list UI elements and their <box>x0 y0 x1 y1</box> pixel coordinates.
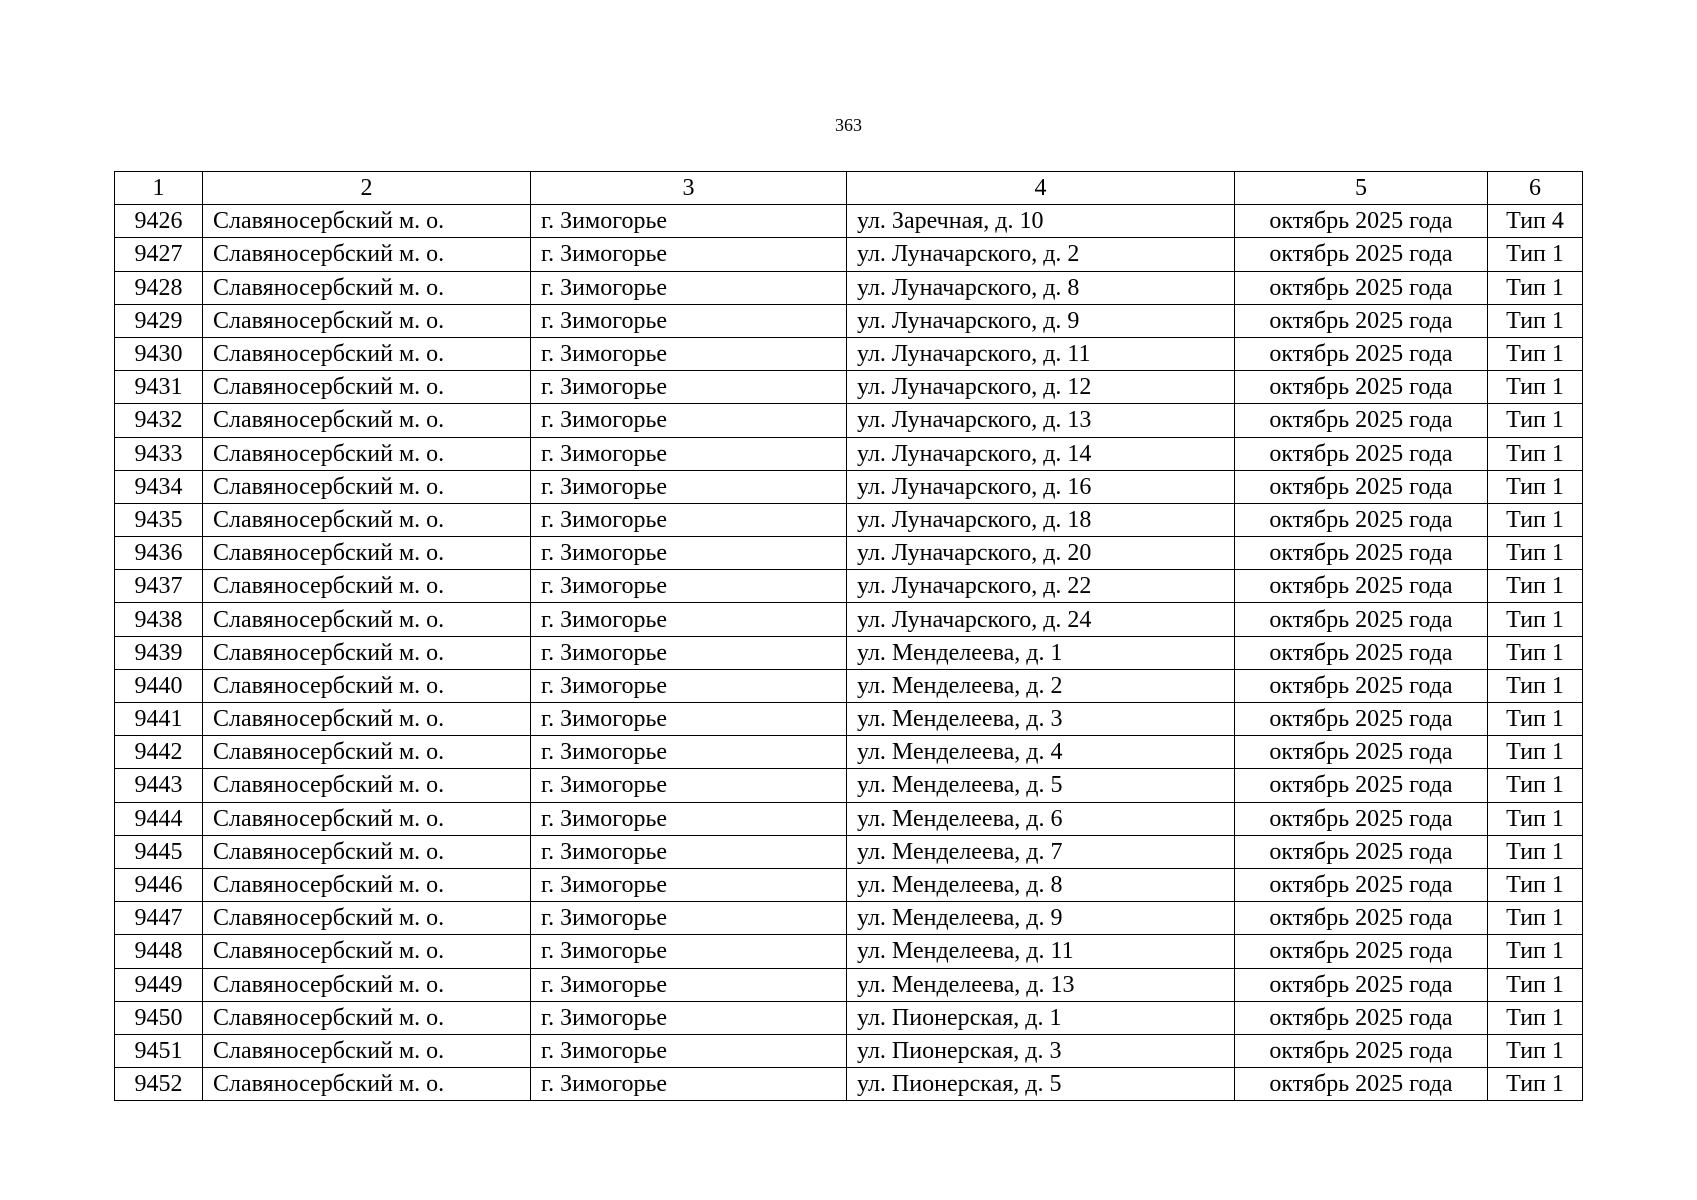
row-number-cell: 9446 <box>115 868 203 901</box>
type-cell: Тип 1 <box>1488 868 1583 901</box>
date-cell: октябрь 2025 года <box>1235 470 1488 503</box>
address-cell: ул. Луначарского, д. 12 <box>847 371 1235 404</box>
table-row <box>115 636 1583 669</box>
row-number-cell: 9450 <box>115 1001 203 1034</box>
header-col-1: 1 <box>115 172 203 205</box>
table-row <box>115 271 1583 304</box>
row-number-cell: 9443 <box>115 769 203 802</box>
type-cell: Тип 1 <box>1488 603 1583 636</box>
city-cell: г. Зимогорье <box>531 802 847 835</box>
date-cell: октябрь 2025 года <box>1235 570 1488 603</box>
address-cell: ул. Менделеева, д. 4 <box>847 736 1235 769</box>
row-number-cell: 9452 <box>115 1068 203 1101</box>
row-number-cell: 9440 <box>115 669 203 702</box>
date-cell: октябрь 2025 года <box>1235 636 1488 669</box>
row-number-cell: 9439 <box>115 636 203 669</box>
date-cell: октябрь 2025 года <box>1235 503 1488 536</box>
header-col-4: 4 <box>847 172 1235 205</box>
address-cell: ул. Пионерская, д. 1 <box>847 1001 1235 1034</box>
city-cell: г. Зимогорье <box>531 603 847 636</box>
date-cell: октябрь 2025 года <box>1235 736 1488 769</box>
date-cell: октябрь 2025 года <box>1235 304 1488 337</box>
address-cell: ул. Менделеева, д. 11 <box>847 935 1235 968</box>
type-cell: Тип 1 <box>1488 968 1583 1001</box>
date-cell: октябрь 2025 года <box>1235 1001 1488 1034</box>
date-cell: октябрь 2025 года <box>1235 337 1488 370</box>
table-row <box>115 537 1583 570</box>
address-cell: ул. Менделеева, д. 6 <box>847 802 1235 835</box>
type-cell: Тип 1 <box>1488 703 1583 736</box>
city-cell: г. Зимогорье <box>531 703 847 736</box>
type-cell: Тип 4 <box>1488 205 1583 238</box>
address-cell: ул. Луначарского, д. 11 <box>847 337 1235 370</box>
type-cell: Тип 1 <box>1488 503 1583 536</box>
city-cell: г. Зимогорье <box>531 503 847 536</box>
date-cell: октябрь 2025 года <box>1235 537 1488 570</box>
city-cell: г. Зимогорье <box>531 371 847 404</box>
table-row <box>115 404 1583 437</box>
table-row <box>115 503 1583 536</box>
type-cell: Тип 1 <box>1488 935 1583 968</box>
municipal-district-cell: Славяносербский м. о. <box>203 1001 531 1034</box>
address-cell: ул. Менделеева, д. 8 <box>847 868 1235 901</box>
date-cell: октябрь 2025 года <box>1235 802 1488 835</box>
date-cell: октябрь 2025 года <box>1235 404 1488 437</box>
municipal-district-cell: Славяносербский м. о. <box>203 1068 531 1101</box>
table-row <box>115 902 1583 935</box>
type-cell: Тип 1 <box>1488 902 1583 935</box>
municipal-district-cell: Славяносербский м. о. <box>203 371 531 404</box>
date-cell: октябрь 2025 года <box>1235 371 1488 404</box>
municipal-district-cell: Славяносербский м. о. <box>203 404 531 437</box>
date-cell: октябрь 2025 года <box>1235 603 1488 636</box>
address-cell: ул. Луначарского, д. 13 <box>847 404 1235 437</box>
type-cell: Тип 1 <box>1488 337 1583 370</box>
table-row <box>115 1034 1583 1067</box>
date-cell: октябрь 2025 года <box>1235 769 1488 802</box>
date-cell: октябрь 2025 года <box>1235 1068 1488 1101</box>
date-cell: октябрь 2025 года <box>1235 669 1488 702</box>
row-number-cell: 9432 <box>115 404 203 437</box>
row-number-cell: 9447 <box>115 902 203 935</box>
address-cell: ул. Менделеева, д. 13 <box>847 968 1235 1001</box>
address-cell: ул. Заречная, д. 10 <box>847 205 1235 238</box>
type-cell: Тип 1 <box>1488 371 1583 404</box>
municipal-district-cell: Славяносербский м. о. <box>203 769 531 802</box>
city-cell: г. Зимогорье <box>531 570 847 603</box>
table-row <box>115 437 1583 470</box>
table-row <box>115 802 1583 835</box>
city-cell: г. Зимогорье <box>531 1001 847 1034</box>
municipal-district-cell: Славяносербский м. о. <box>203 902 531 935</box>
address-cell: ул. Менделеева, д. 5 <box>847 769 1235 802</box>
address-cell: ул. Менделеева, д. 1 <box>847 636 1235 669</box>
municipal-district-cell: Славяносербский м. о. <box>203 205 531 238</box>
city-cell: г. Зимогорье <box>531 470 847 503</box>
municipal-district-cell: Славяносербский м. о. <box>203 636 531 669</box>
address-cell: ул. Луначарского, д. 2 <box>847 238 1235 271</box>
header-col-6: 6 <box>1488 172 1583 205</box>
municipal-district-cell: Славяносербский м. о. <box>203 603 531 636</box>
city-cell: г. Зимогорье <box>531 404 847 437</box>
type-cell: Тип 1 <box>1488 669 1583 702</box>
date-cell: октябрь 2025 года <box>1235 868 1488 901</box>
row-number-cell: 9429 <box>115 304 203 337</box>
type-cell: Тип 1 <box>1488 404 1583 437</box>
table-row <box>115 603 1583 636</box>
table-row <box>115 205 1583 238</box>
type-cell: Тип 1 <box>1488 736 1583 769</box>
municipal-district-cell: Славяносербский м. о. <box>203 238 531 271</box>
city-cell: г. Зимогорье <box>531 437 847 470</box>
table-row <box>115 935 1583 968</box>
city-cell: г. Зимогорье <box>531 271 847 304</box>
row-number-cell: 9441 <box>115 703 203 736</box>
type-cell: Тип 1 <box>1488 1068 1583 1101</box>
municipal-district-cell: Славяносербский м. о. <box>203 835 531 868</box>
table-row <box>115 968 1583 1001</box>
row-number-cell: 9449 <box>115 968 203 1001</box>
address-cell: ул. Менделеева, д. 9 <box>847 902 1235 935</box>
type-cell: Тип 1 <box>1488 537 1583 570</box>
city-cell: г. Зимогорье <box>531 769 847 802</box>
address-cell: ул. Луначарского, д. 9 <box>847 304 1235 337</box>
table-row <box>115 736 1583 769</box>
header-col-5: 5 <box>1235 172 1488 205</box>
type-cell: Тип 1 <box>1488 437 1583 470</box>
municipal-district-cell: Славяносербский м. о. <box>203 802 531 835</box>
date-cell: октябрь 2025 года <box>1235 238 1488 271</box>
registry-table <box>114 171 1583 1101</box>
type-cell: Тип 1 <box>1488 271 1583 304</box>
city-cell: г. Зимогорье <box>531 669 847 702</box>
municipal-district-cell: Славяносербский м. о. <box>203 1034 531 1067</box>
row-number-cell: 9437 <box>115 570 203 603</box>
type-cell: Тип 1 <box>1488 802 1583 835</box>
city-cell: г. Зимогорье <box>531 935 847 968</box>
row-number-cell: 9445 <box>115 835 203 868</box>
type-cell: Тип 1 <box>1488 1001 1583 1034</box>
city-cell: г. Зимогорье <box>531 337 847 370</box>
table-row <box>115 703 1583 736</box>
address-cell: ул. Луначарского, д. 16 <box>847 470 1235 503</box>
row-number-cell: 9436 <box>115 537 203 570</box>
city-cell: г. Зимогорье <box>531 902 847 935</box>
row-number-cell: 9451 <box>115 1034 203 1067</box>
municipal-district-cell: Славяносербский м. о. <box>203 669 531 702</box>
city-cell: г. Зимогорье <box>531 1068 847 1101</box>
date-cell: октябрь 2025 года <box>1235 437 1488 470</box>
table-body <box>115 205 1583 1101</box>
header-row <box>115 172 1583 205</box>
table-header <box>115 172 1583 205</box>
address-cell: ул. Менделеева, д. 3 <box>847 703 1235 736</box>
table-row <box>115 868 1583 901</box>
address-cell: ул. Луначарского, д. 18 <box>847 503 1235 536</box>
address-cell: ул. Луначарского, д. 24 <box>847 603 1235 636</box>
row-number-cell: 9426 <box>115 205 203 238</box>
municipal-district-cell: Славяносербский м. о. <box>203 437 531 470</box>
row-number-cell: 9448 <box>115 935 203 968</box>
date-cell: октябрь 2025 года <box>1235 835 1488 868</box>
table-row <box>115 1068 1583 1101</box>
municipal-district-cell: Славяносербский м. о. <box>203 304 531 337</box>
header-col-2: 2 <box>203 172 531 205</box>
address-cell: ул. Луначарского, д. 8 <box>847 271 1235 304</box>
type-cell: Тип 1 <box>1488 238 1583 271</box>
municipal-district-cell: Славяносербский м. о. <box>203 470 531 503</box>
municipal-district-cell: Славяносербский м. о. <box>203 968 531 1001</box>
row-number-cell: 9428 <box>115 271 203 304</box>
type-cell: Тип 1 <box>1488 769 1583 802</box>
row-number-cell: 9430 <box>115 337 203 370</box>
row-number-cell: 9435 <box>115 503 203 536</box>
municipal-district-cell: Славяносербский м. о. <box>203 868 531 901</box>
row-number-cell: 9444 <box>115 802 203 835</box>
address-cell: ул. Луначарского, д. 14 <box>847 437 1235 470</box>
row-number-cell: 9434 <box>115 470 203 503</box>
table-row <box>115 371 1583 404</box>
city-cell: г. Зимогорье <box>531 868 847 901</box>
type-cell: Тип 1 <box>1488 304 1583 337</box>
header-col-3: 3 <box>531 172 847 205</box>
type-cell: Тип 1 <box>1488 470 1583 503</box>
city-cell: г. Зимогорье <box>531 736 847 769</box>
date-cell: октябрь 2025 года <box>1235 935 1488 968</box>
municipal-district-cell: Славяносербский м. о. <box>203 337 531 370</box>
date-cell: октябрь 2025 года <box>1235 703 1488 736</box>
city-cell: г. Зимогорье <box>531 636 847 669</box>
city-cell: г. Зимогорье <box>531 238 847 271</box>
type-cell: Тип 1 <box>1488 1034 1583 1067</box>
row-number-cell: 9438 <box>115 603 203 636</box>
table-row <box>115 470 1583 503</box>
city-cell: г. Зимогорье <box>531 835 847 868</box>
address-cell: ул. Луначарского, д. 20 <box>847 537 1235 570</box>
table-row <box>115 570 1583 603</box>
row-number-cell: 9442 <box>115 736 203 769</box>
municipal-district-cell: Славяносербский м. о. <box>203 271 531 304</box>
row-number-cell: 9433 <box>115 437 203 470</box>
municipal-district-cell: Славяносербский м. о. <box>203 703 531 736</box>
date-cell: октябрь 2025 года <box>1235 205 1488 238</box>
date-cell: октябрь 2025 года <box>1235 271 1488 304</box>
date-cell: октябрь 2025 года <box>1235 902 1488 935</box>
table-row <box>115 1001 1583 1034</box>
municipal-district-cell: Славяносербский м. о. <box>203 935 531 968</box>
city-cell: г. Зимогорье <box>531 205 847 238</box>
row-number-cell: 9427 <box>115 238 203 271</box>
row-number-cell: 9431 <box>115 371 203 404</box>
city-cell: г. Зимогорье <box>531 1034 847 1067</box>
address-cell: ул. Луначарского, д. 22 <box>847 570 1235 603</box>
date-cell: октябрь 2025 года <box>1235 1034 1488 1067</box>
table-row <box>115 238 1583 271</box>
table-row <box>115 304 1583 337</box>
address-cell: ул. Пионерская, д. 5 <box>847 1068 1235 1101</box>
type-cell: Тип 1 <box>1488 835 1583 868</box>
address-cell: ул. Пионерская, д. 3 <box>847 1034 1235 1067</box>
municipal-district-cell: Славяносербский м. о. <box>203 736 531 769</box>
address-cell: ул. Менделеева, д. 2 <box>847 669 1235 702</box>
table-row <box>115 769 1583 802</box>
date-cell: октябрь 2025 года <box>1235 968 1488 1001</box>
city-cell: г. Зимогорье <box>531 968 847 1001</box>
municipal-district-cell: Славяносербский м. о. <box>203 570 531 603</box>
type-cell: Тип 1 <box>1488 636 1583 669</box>
city-cell: г. Зимогорье <box>531 304 847 337</box>
table-row <box>115 669 1583 702</box>
table-row <box>115 835 1583 868</box>
municipal-district-cell: Славяносербский м. о. <box>203 537 531 570</box>
address-cell: ул. Менделеева, д. 7 <box>847 835 1235 868</box>
type-cell: Тип 1 <box>1488 570 1583 603</box>
municipal-district-cell: Славяносербский м. о. <box>203 503 531 536</box>
page-number: 363 <box>835 115 862 135</box>
table-row <box>115 337 1583 370</box>
city-cell: г. Зимогорье <box>531 537 847 570</box>
